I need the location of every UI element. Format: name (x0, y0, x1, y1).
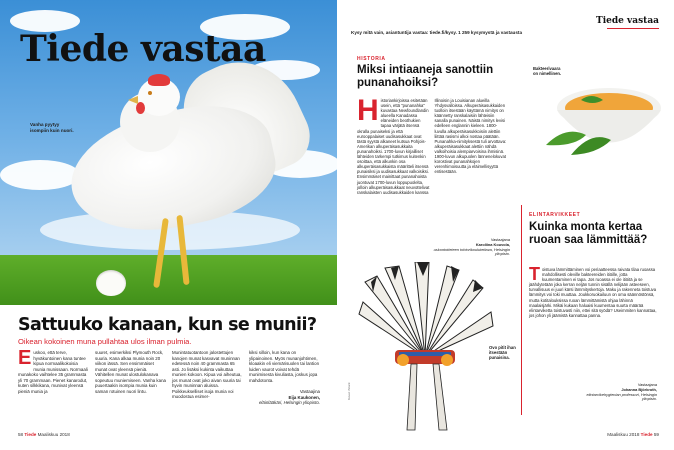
photo-credit: Kuvat: iStock (347, 382, 351, 400)
signature-name: Johanna Björkroth, (621, 386, 657, 392)
page-number: 58 (18, 432, 24, 437)
trailer-feather (433, 364, 447, 430)
history-kicker: HISTORIA (357, 56, 386, 62)
hen-comb (148, 74, 170, 86)
egg (96, 270, 126, 296)
footer-issue: Maaliskuu 2018 (37, 432, 70, 437)
signature-name: Karoliina Kouvola, (475, 241, 510, 247)
signature-role: Vastaajina (299, 389, 320, 394)
rosette (441, 354, 453, 366)
headdress-image (355, 262, 495, 432)
food-signature (581, 383, 657, 402)
history-title: Miksi intiaaneja sanottiin punanahoiksi? (357, 64, 494, 89)
page-title: Tiede vastaa (20, 28, 266, 70)
feather-group (359, 262, 493, 357)
signature-affiliation: elintarvikehygienian professori, Helsingin yliopisto. (586, 391, 657, 402)
footer-brand: Tiede (24, 432, 37, 437)
column-text: istoriankirjoissa esitetään usein, että "punanahka" kuvastaa Newfoundlandin alueella Kanadassa eläneiden beothukien tapaa värjätä itsensä okralla punaiseksi ja että eurooppalaiset uudisasukkaat ovat tästä syystä alkaneet kutsua Pohjois-Amerikan alkuperäisasukkaita punanahoiksi. 1700-luvun kirjailliset lähteiden tarkempi tutkimus kuitenkin osoittaa, että alkunkin osa alkuperäisasukkaista määritteli itsensä punaisiksi ja uudisasukkaat valkoisiksi. Ensimmäiset mainittaat punanahoista juontuvat 1700-luvun loppupuolelta, jolloin alkuperäisasukkaat neuvottelivat ranskalaisten uudisasukkaiden kanssa (357, 98, 430, 195)
rosette (397, 354, 409, 366)
drop-cap: T (529, 264, 540, 284)
signature-affiliation: uskontotieteen tohtorikoulutettava, Helsingin yliopisto. (433, 246, 510, 257)
text-column (357, 94, 430, 195)
box-rule (521, 205, 522, 415)
signature-role: Vastaajana (490, 237, 510, 242)
column-text: uskoo, että terve, hyväkuntoinen kana tuntee kipua normaalikokoisia munia munissaan. Normaali munakoko vaihtelee 35 grammasta yli 70 grammaan. Pienet kanarodut, kuten silkkikana, munivat yleensä pieniä munia ja (18, 350, 88, 394)
headdress-caption: Ovo pitit ihan itsestään punaisina. (489, 345, 516, 361)
food-box (521, 205, 663, 425)
signature-role: Vastaajana (637, 382, 657, 387)
footer-brand: Tiede (640, 432, 653, 437)
text-column: suuret, esimerkiksi Plymouth Rock, suuria. Kana alkaa munia noin 20 viikon iässä. Sen ensimmäiset munat ovat yleensä pieniä. Vähitellen munat ulostulokanava sopeutuu muniemiseen. Vanha kana puuertaakin isompia munia kuin saman rotuinen nuori lintu. (95, 350, 166, 394)
text-column: Munintatuotantoon jalostettujen kanojen munat kasvavat muninnan edetessä noin 40 grammasta 65 asti. Jo lisäksi kukinta vaikuttaa munien kokoon. Kipua voi aiheutua, jos munat ovat joko aivan suuria tai hyvin muninnan aluissa. Poikkeukselliset isoja munia voi muodostua esimer- (172, 350, 242, 399)
page-number: 59 (653, 432, 659, 437)
history-signature (432, 238, 510, 257)
food-kicker: ELINTARVIKKEET (529, 212, 581, 218)
text-column: Illinoisin ja Louisianan alueilla Yhdysvalloissa. Alkuperäisasukkaiden tuolloin itsestään käyttämä nimitys on käännetty ranskalaisiin lähteisiin sanalla punainen. Näistä nimitys levisi edelleen englannin kieleen. 1800-luvulla alkuperäisasukkoisiin alettiin liittää rasismi alkoi nostaa päätään. Punanahka-nimityksestä tuli arvottava: alkuperäisasukkaat alettiin nähdä valkoihoisia alempiarvoisina ihmisinä. 1900-luvun alkupuolen lännenelokuvat korostivat punanahkojen verenhimoisuutta ja eläimellisyyttä entisestään. (434, 98, 507, 175)
parsley (546, 132, 586, 146)
trailer-feather (407, 364, 417, 430)
article-subheadline: Oikean kokoinen muna pullahtaa ulos ilman pulmia. (18, 337, 192, 346)
right-page (337, 0, 674, 450)
text-column (249, 350, 320, 406)
footer-issue: Maaliskuu 2018 (607, 432, 640, 437)
food-body (529, 264, 657, 318)
hen-beak (128, 96, 138, 104)
signature-affiliation: eläinlääkäri, Helsingin yliopisto. (258, 400, 320, 405)
soup-caption: Bakteerivaara on nimellinen. (533, 66, 562, 77)
signature-name: Eija Kaukonen, (288, 394, 320, 400)
drop-cap: H (357, 94, 379, 127)
drop-cap: E (18, 347, 32, 369)
top-line: Kysy mitä vain, asiantuntija vastaa: tiede.fi/kysy. 1 259 kysymystä ja vastausta (351, 30, 522, 35)
soup-bowl-image (541, 80, 661, 160)
column-text: kiksi silloin, kun kana on ylipainoinen. Myös munanjohtimen, kloaakin eli viemärisuolen tai lantion luiden vaurot voivat tehdä munimisesta kivuliasta, joskus jopa mahdotonta. (249, 350, 320, 383)
signature (249, 389, 320, 406)
hen-eye (148, 91, 152, 95)
text-column (18, 347, 89, 406)
food-title: Kuinka monta kertaa ruoan saa lämmittää? (529, 221, 648, 246)
article-columns (18, 347, 320, 406)
hen-caption: Vanha pyytyy isompiin kuin nuori. (30, 122, 74, 133)
body-text: oistuva lämmittäminen voi periaatteessa raivata tilaa ruoassa mahdollisesti oleville bakteereiden itiöille, jotta kuumentaminen ei tapa. Jos ruoassa ei ole itiöitä ja se jäähdytetään joka kerran neljän tunnin sisällä nelijään asteeseen, turvallisuus ei juuri kärsi lämmityskertoja. Maku ja rakenneta toistuva lämmitys voi toki muuttaa. Joukkoruokailuun on oma säännöstönsä, mutta kotitalouksissa ruoan lämmittämistä ohjaa lähinnä maalaisjärki. Mikäi kukaan haluaisi kuumentaa suurta määrää elintarviketta toistuvasti niin, ettei sitä syödä? Useimmiten kannattaa, jos johon yli jäämistä kannattaa panna. (529, 267, 657, 318)
page-footer (18, 432, 70, 437)
section-tag: Tiede vastaa (596, 16, 659, 26)
section-rule (607, 28, 659, 29)
article-headline: Sattuuko kanaan, kun se munii? (18, 315, 317, 335)
history-columns (357, 94, 507, 195)
cloud (0, 160, 80, 190)
page-footer (607, 432, 659, 437)
grass-field (0, 255, 337, 310)
